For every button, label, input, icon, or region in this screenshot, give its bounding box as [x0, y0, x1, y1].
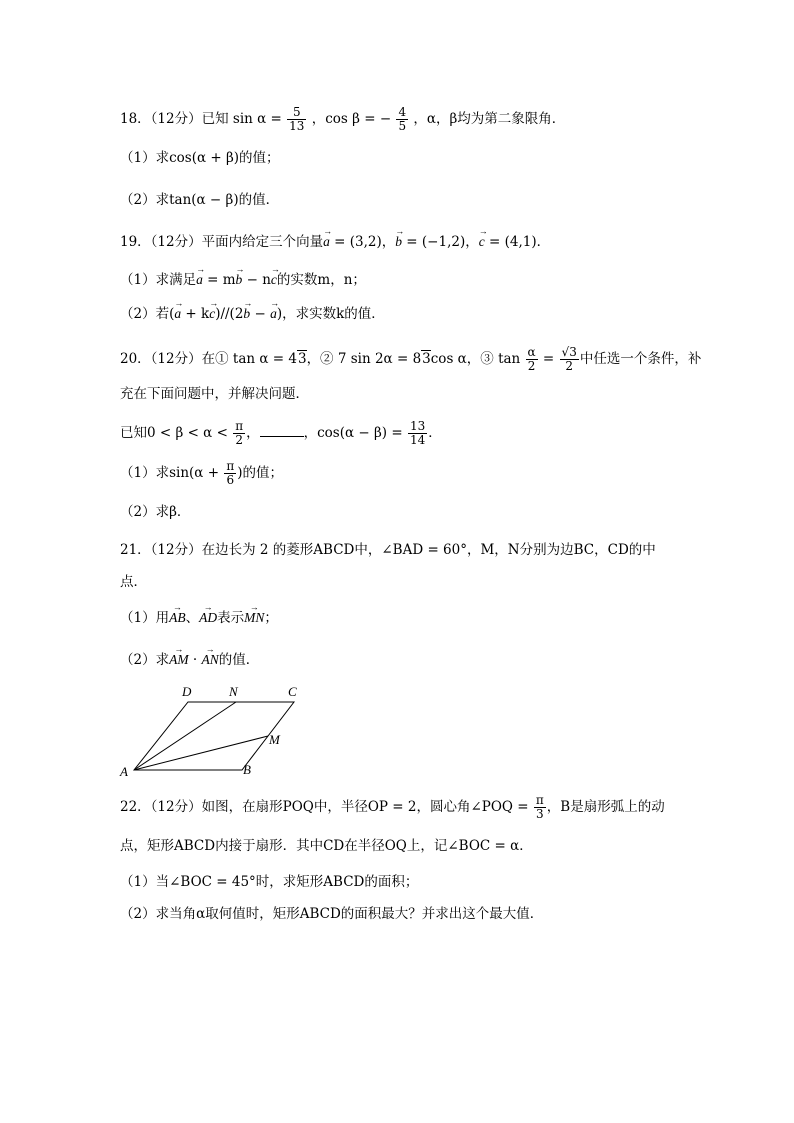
- q20-frac2-den: 2: [565, 359, 573, 373]
- q20-pi-den: 2: [235, 433, 243, 447]
- q21-part2: [120, 650, 259, 670]
- q19-vector-c: → c: [479, 232, 485, 252]
- q22-part1: （1）当∠BOC = 45°时，求矩形ABCD的面积；: [120, 874, 419, 890]
- q20-fraction-pi2: [233, 420, 245, 447]
- label-c: C: [288, 684, 297, 699]
- q20-p1-den: 6: [226, 473, 235, 487]
- q21-line2: 点．: [120, 574, 147, 590]
- q21-vector-mn: → MN: [244, 608, 264, 628]
- q20-answer-blank[interactable]: [260, 424, 304, 437]
- q22-line1-pre: 22．（12分）如图，在扇形POQ中，半径OP = 2，圆心角∠POQ =: [120, 799, 529, 815]
- q20-tail: 中任选一个条件，补: [579, 351, 702, 367]
- q19-stem: [120, 232, 550, 252]
- q21-vector-ad: → AD: [199, 608, 217, 628]
- q18-frac2-num: 4: [398, 105, 407, 119]
- q20-sqrt3: 3: [297, 351, 307, 367]
- q18-part1: （1）求cos(α + β)的值；: [120, 150, 280, 166]
- q21-p1-mid: 表示: [217, 610, 245, 626]
- label-d: D: [182, 684, 192, 699]
- q20-known: [120, 420, 442, 447]
- q19-p2-tail: )，求实数k的值．: [276, 306, 385, 322]
- q22-pi-den: 3: [536, 807, 544, 821]
- q20-pi-num: π: [235, 419, 244, 433]
- label-a: A: [120, 764, 128, 779]
- q21-line1: 21．（12分）在边长为 2 的菱形ABCD中，∠BAD = 60°，M，N分别为边BC，CD的中: [120, 542, 656, 558]
- q22-stem: [120, 794, 665, 821]
- q20-p1-tail: )的值；: [237, 465, 283, 481]
- label-m: M: [269, 732, 280, 747]
- q19-p1-c: → c: [271, 270, 277, 290]
- q18-frac-num: 5: [287, 106, 306, 120]
- q20-part2: （2）求β．: [120, 504, 191, 520]
- q19-head: 19．（12分）平面内给定三个向量: [120, 234, 324, 250]
- q22-part2: （2）求当角α取何值时，矩形ABCD的面积最大？并求出这个最大值．: [120, 906, 544, 922]
- label-b: B: [243, 762, 251, 777]
- q19-p2-pre: （2）若(: [120, 306, 175, 322]
- q20-known-end: ．: [428, 425, 442, 441]
- q19-p1-m: = m: [202, 272, 236, 288]
- q19-p1-a: → a: [196, 270, 203, 290]
- q21-p1-tail: ；: [264, 610, 278, 626]
- q19-eq-c: = (4,1)．: [484, 234, 551, 250]
- q20-part1: [120, 460, 283, 487]
- q18-fraction-sin: [287, 106, 306, 133]
- q20-fraction-half-alpha: [526, 346, 538, 373]
- q21-p2-tail: 的值．: [218, 652, 260, 668]
- q19-p1-pre: （1）求满足: [120, 272, 197, 288]
- q20-cond2-tail: cos α，③ tan: [430, 351, 521, 367]
- q18-cos-beta: ，cos β = −: [311, 111, 392, 127]
- q21-vector-an: → AN: [201, 650, 218, 670]
- q20-fraction-pi6: [224, 460, 236, 487]
- q19-p2-a2: → a: [270, 304, 277, 324]
- q20-cos-den: 14: [409, 433, 426, 447]
- q22-fraction-pi3: [534, 794, 546, 821]
- q18-tail: ，α，β均为第二象限角．: [413, 111, 566, 127]
- q20-fraction-sqrt3-half: [560, 346, 579, 373]
- q20-cond2: ，② 7 sin 2α = 8: [306, 351, 422, 367]
- rhombus-figure: [118, 680, 318, 780]
- q21-vector-ab: → AB: [169, 608, 186, 628]
- q20-eq: =: [538, 351, 555, 367]
- q20-fraction-13-14: [408, 420, 427, 447]
- q20-known-mid: ，: [246, 425, 260, 441]
- q18-head: 18．（12分）已知: [120, 111, 229, 127]
- q21-p2-pre: （2）求: [120, 652, 170, 668]
- q19-eq-b: = (−1,2)，: [402, 234, 479, 250]
- q19-p2-k: + k: [181, 306, 210, 322]
- q21-p2-dot: ·: [188, 652, 202, 668]
- q19-p2-b: → b: [243, 304, 250, 324]
- q20-frac2-num: √3: [561, 345, 577, 359]
- q20-line2: 充在下面问题中，并解决问题．: [120, 386, 309, 402]
- label-n: N: [229, 684, 238, 699]
- q19-part2: [120, 304, 385, 324]
- segment-an: [134, 702, 236, 770]
- q19-vector-b: → b: [395, 232, 402, 252]
- q20-stem: [120, 346, 701, 373]
- q19-p1-b: → b: [236, 270, 243, 290]
- q18-stem: [120, 106, 565, 133]
- q18-part2: （2）求tan(α − β)的值．: [120, 192, 280, 208]
- q18-sin-alpha: sin α =: [232, 111, 282, 127]
- q19-p2-mid: )//(2: [215, 306, 244, 322]
- q20-sqrt3-b: 3: [422, 351, 431, 367]
- q20-head: 20．（12分）在① tan α = 4: [120, 351, 297, 367]
- q18-frac-den: 13: [289, 119, 305, 133]
- q19-p1-n: − n: [242, 272, 271, 288]
- q18-fraction-cos: [396, 106, 408, 133]
- q22-line2: 点，矩形ABCD内接于扇形．其中CD在半径OQ上，记∠BOC = α．: [120, 838, 533, 854]
- q18-frac2-den: 5: [398, 119, 407, 133]
- q19-part1: [120, 270, 366, 290]
- q20-known-pre: 已知0 < β < α <: [120, 425, 228, 441]
- q20-known-cos: ，cos(α − β) =: [303, 425, 403, 441]
- q19-p2-c: → c: [209, 304, 215, 324]
- q21-p1-sep: 、: [185, 610, 200, 626]
- q22-pi-num: π: [535, 793, 544, 807]
- q19-vector-a: → a: [323, 232, 330, 252]
- q20-frac-den: 2: [527, 359, 536, 373]
- q20-frac-num: α: [527, 345, 536, 359]
- q21-part1: [120, 608, 278, 628]
- q19-p2-a: → a: [174, 304, 181, 324]
- q20-p1-num: π: [226, 459, 235, 473]
- q19-eq-a: = (3,2)，: [329, 234, 396, 250]
- q22-line1-tail: ，B是扇形弧上的动: [546, 799, 665, 815]
- q20-cos-num: 13: [409, 419, 426, 433]
- q21-vector-am: → AM: [169, 650, 189, 670]
- q20-p1-pre: （1）求sin(α +: [120, 465, 220, 481]
- q21-p1-pre: （1）用: [120, 610, 170, 626]
- q19-p2-minus: −: [250, 306, 271, 322]
- q19-p1-tail: 的实数m，n；: [276, 272, 366, 288]
